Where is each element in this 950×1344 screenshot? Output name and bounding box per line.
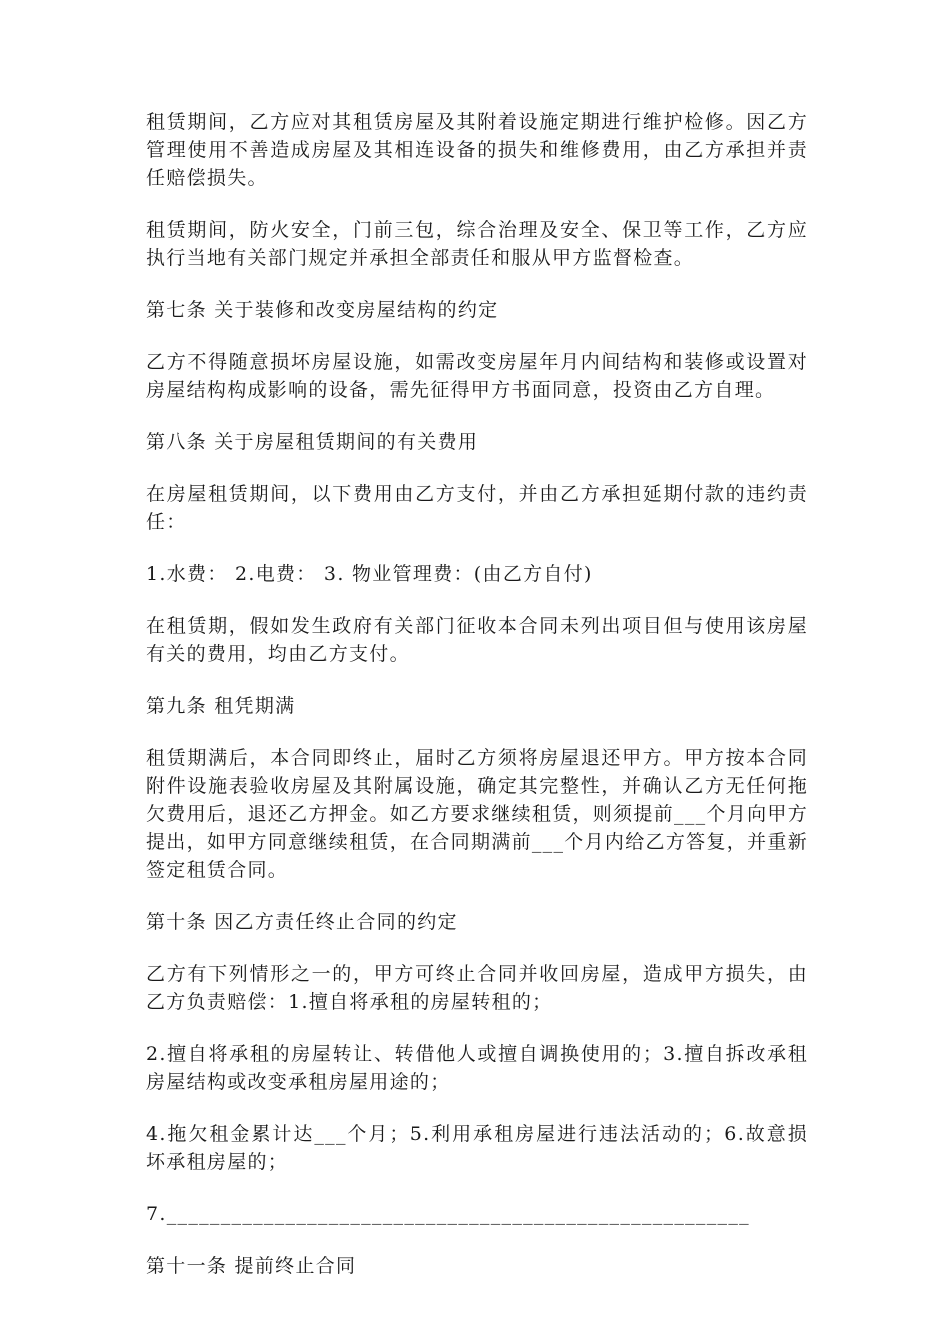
article-10-heading: 第十条 因乙方责任终止合同的约定 xyxy=(146,911,458,933)
article-7-heading: 第七条 关于装修和改变房屋结构的约定 xyxy=(146,299,499,321)
article-8-heading: 第八条 关于房屋租赁期间的有关费用 xyxy=(146,431,479,453)
paragraph-lease-expiry: 租赁期满后，本合同即终止，届时乙方须将房屋退还甲方。甲方按本合同附件设施表验收房屋及其附属设施，确定其完整性，并确认乙方无任何拖欠费用后，退还乙方押金。如乙方要求继续租赁，则须提前___个月向甲方提出，如甲方同意继续租赁，在合同期满前___个月内给乙方答复，并重新签定租赁合同。 xyxy=(146,747,808,881)
paragraph-blank-item-7: 7.______________________________________________________ xyxy=(146,1203,750,1225)
paragraph-renovation: 乙方不得随意损坏房屋设施，如需改变房屋年月内间结构和装修或设置对房屋结构构成影响的设备，需先征得甲方书面同意，投资由乙方自理。 xyxy=(146,351,808,401)
paragraph-maintenance: 租赁期间，乙方应对其租赁房屋及其附着设施定期进行维护检修。因乙方管理使用不善造成房屋及其相连设备的损失和维修费用，由乙方承担并责任赔偿损失。 xyxy=(146,111,808,189)
paragraph-termination-cases: 乙方有下列情形之一的，甲方可终止合同并收回房屋，造成甲方损失，由乙方负责赔偿：1.擅自将承租的房屋转租的； xyxy=(146,963,808,1013)
paragraph-fire-safety: 租赁期间，防火安全，门前三包，综合治理及安全、保卫等工作，乙方应执行当地有关部门规定并承担全部责任和服从甲方监督检查。 xyxy=(146,219,808,269)
paragraph-fees: 在房屋租赁期间，以下费用由乙方支付，并由乙方承担延期付款的违约责任： xyxy=(146,483,808,533)
paragraph-termination-cases-2: 2.擅自将承租的房屋转让、转借他人或擅自调换使用的；3.擅自拆改承租房屋结构或改变承租房屋用途的； xyxy=(146,1043,808,1093)
document-page xyxy=(146,108,808,1304)
paragraph-government-fees: 在租赁期，假如发生政府有关部门征收本合同未列出项目但与使用该房屋有关的费用，均由乙方支付。 xyxy=(146,615,808,665)
paragraph-termination-cases-3: 4.拖欠租金累计达___个月；5.利用承租房屋进行违法活动的；6.故意损坏承租房屋的； xyxy=(146,1123,808,1173)
article-9-heading: 第九条 租凭期满 xyxy=(146,695,296,717)
paragraph-fee-list: 1.水费： 2.电费： 3. 物业管理费：(由乙方自付) xyxy=(146,563,593,585)
article-11-heading: 第十一条 提前终止合同 xyxy=(146,1255,357,1277)
